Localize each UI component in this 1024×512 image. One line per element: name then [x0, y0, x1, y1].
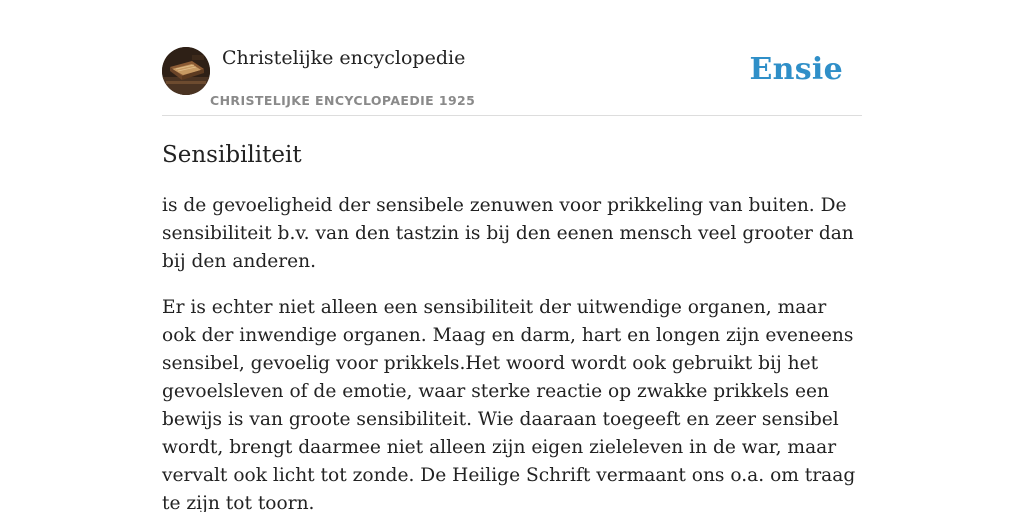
- site-name-link[interactable]: Christelijke encyclopedie: [222, 47, 466, 69]
- header-divider: [162, 115, 862, 116]
- book-image-icon: [162, 47, 210, 95]
- article-paragraph: Er is echter niet alleen een sensibiliteit der uitwendige organen, maar ook der inwendige organen. Maag en darm, hart en longen zijn eveneens sensibel, gevoelig voor prikkels.Het woord wordt ook gebruikt bij het gevoelsleven of de emotie, waar sterke reactie op zwakke prikkels een bewijs is van groote sensibiliteit. Wie daaraan toegeeft en zeer sensibel wordt, brengt daarmee niet alleen zijn eigen zieleleven in de war, maar vervalt ook licht tot zonde. De Heilige Schrift vermaant ons o.a. om traag te zijn tot toorn.: [162, 297, 856, 512]
- article-body: [162, 192, 862, 512]
- site-subtitle: CHRISTELIJKE ENCYCLOPAEDIE 1925: [210, 93, 476, 108]
- ensie-logo[interactable]: Ensie: [749, 52, 843, 87]
- article-paragraph: is de gevoeligheid der sensibele zenuwen voor prikkeling van buiten. De sensibiliteit b.v. van den tastzin is bij den eenen mensch veel grooter dan bij den anderen.: [162, 195, 854, 272]
- article-title: Sensibiliteit: [162, 142, 302, 168]
- encyclopedia-avatar[interactable]: [162, 47, 210, 95]
